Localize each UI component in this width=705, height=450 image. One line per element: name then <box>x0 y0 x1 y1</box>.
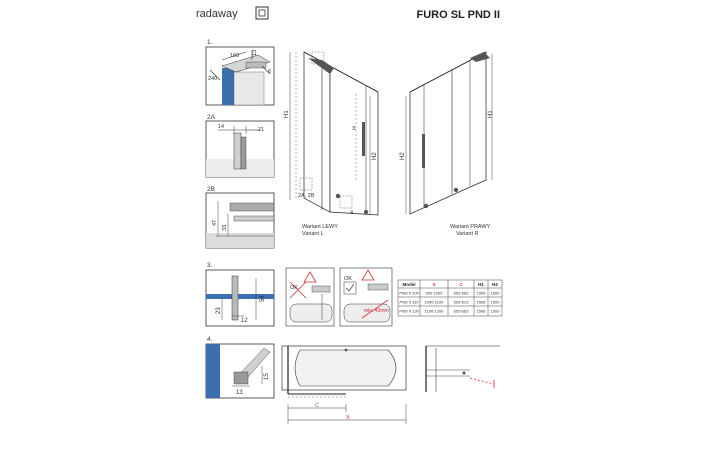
step-4-label: 4. <box>207 336 213 343</box>
level-check-good-label: OK <box>344 276 352 282</box>
right-variant-label: Wariant PRAWY <box>450 224 491 230</box>
detail-2b-dim-33: 33 <box>222 224 228 231</box>
table-cell: 553-563 <box>453 290 469 296</box>
table-header-h2: H2 <box>492 282 498 287</box>
detail-3-dim-54: 54 <box>260 295 266 302</box>
table-cell: PND II 110 <box>399 299 419 305</box>
level-check-bad-label: OK <box>290 285 298 291</box>
side-elevation <box>426 346 500 392</box>
detail-2a-dim-21: 21 <box>258 127 265 133</box>
left-variant-drawing <box>290 52 378 215</box>
table-header-c: C <box>459 282 463 287</box>
bathtub-plan <box>282 346 406 424</box>
step-2b-label: 2B <box>207 186 215 193</box>
detail-4-dim-15: 15 <box>264 373 270 380</box>
step-1-label: 1. <box>207 39 213 46</box>
table-header-h1: H1 <box>478 282 484 287</box>
table-cell: 1506 <box>476 290 486 296</box>
detail-3-dim-23: 23 <box>216 307 222 314</box>
min-clearance-label: min. 43mm <box>364 308 389 314</box>
left-callout-3: 3. <box>352 126 357 132</box>
table-cell: 1500 <box>490 290 500 296</box>
left-variant-label: Wariant LEWY <box>302 224 338 230</box>
table-cell: 1506 <box>476 299 486 305</box>
table-header-x: X <box>432 282 436 287</box>
table-cell: 653-663 <box>453 308 469 314</box>
detail-2a-dim-14: 14 <box>218 124 225 130</box>
left-dim-h2: H2 <box>372 152 378 160</box>
table-cell: 1506 <box>476 308 486 314</box>
left-callout-4: 4. <box>350 210 355 216</box>
right-dim-h1: H1 <box>488 110 494 118</box>
left-variant-label-en: Variant L <box>302 231 324 237</box>
brand-logo-text: radaway <box>196 8 238 20</box>
detail-1-dim-13: 13 <box>252 49 258 56</box>
detail-4-dim-13: 13 <box>236 390 243 396</box>
table-cell: 603-613 <box>453 299 469 305</box>
detail-1-dim-6: 6 <box>268 69 272 75</box>
right-variant-drawing <box>406 52 492 214</box>
left-callout-2a-2b: 2A, 2B <box>298 193 315 199</box>
brand-logo-mark <box>256 7 268 19</box>
table-cell: 1500 <box>490 299 500 305</box>
table-cell: 990-1000 <box>425 290 443 296</box>
left-dim-h1: H1 <box>284 110 290 118</box>
table-cell: PND II 100 <box>399 290 419 296</box>
step-2a-label: 2A <box>207 114 215 121</box>
detail-1-dim-240: 240 <box>208 76 218 82</box>
bath-dim-c: C <box>315 403 319 409</box>
table-cell: PND II 120 <box>399 308 419 314</box>
right-variant-label-en: Variant R <box>456 231 479 237</box>
right-dim-h2: H2 <box>400 152 406 160</box>
level-check-bad <box>286 268 334 326</box>
bath-dim-x: X <box>346 415 350 421</box>
detail-2b-dim-47: 47 <box>212 219 218 226</box>
table-header-model: Model <box>402 282 416 287</box>
table-cell: 1500 <box>490 308 500 314</box>
detail-3-dim-12: 12 <box>241 318 248 324</box>
table-cell: 1190-1200 <box>424 308 444 314</box>
step-3-label: 3. <box>207 262 213 269</box>
product-title: FURO SL PND II <box>416 9 500 21</box>
detail-1-dim-160: 160 <box>230 53 240 59</box>
table-cell: 1090-1100 <box>424 299 444 305</box>
